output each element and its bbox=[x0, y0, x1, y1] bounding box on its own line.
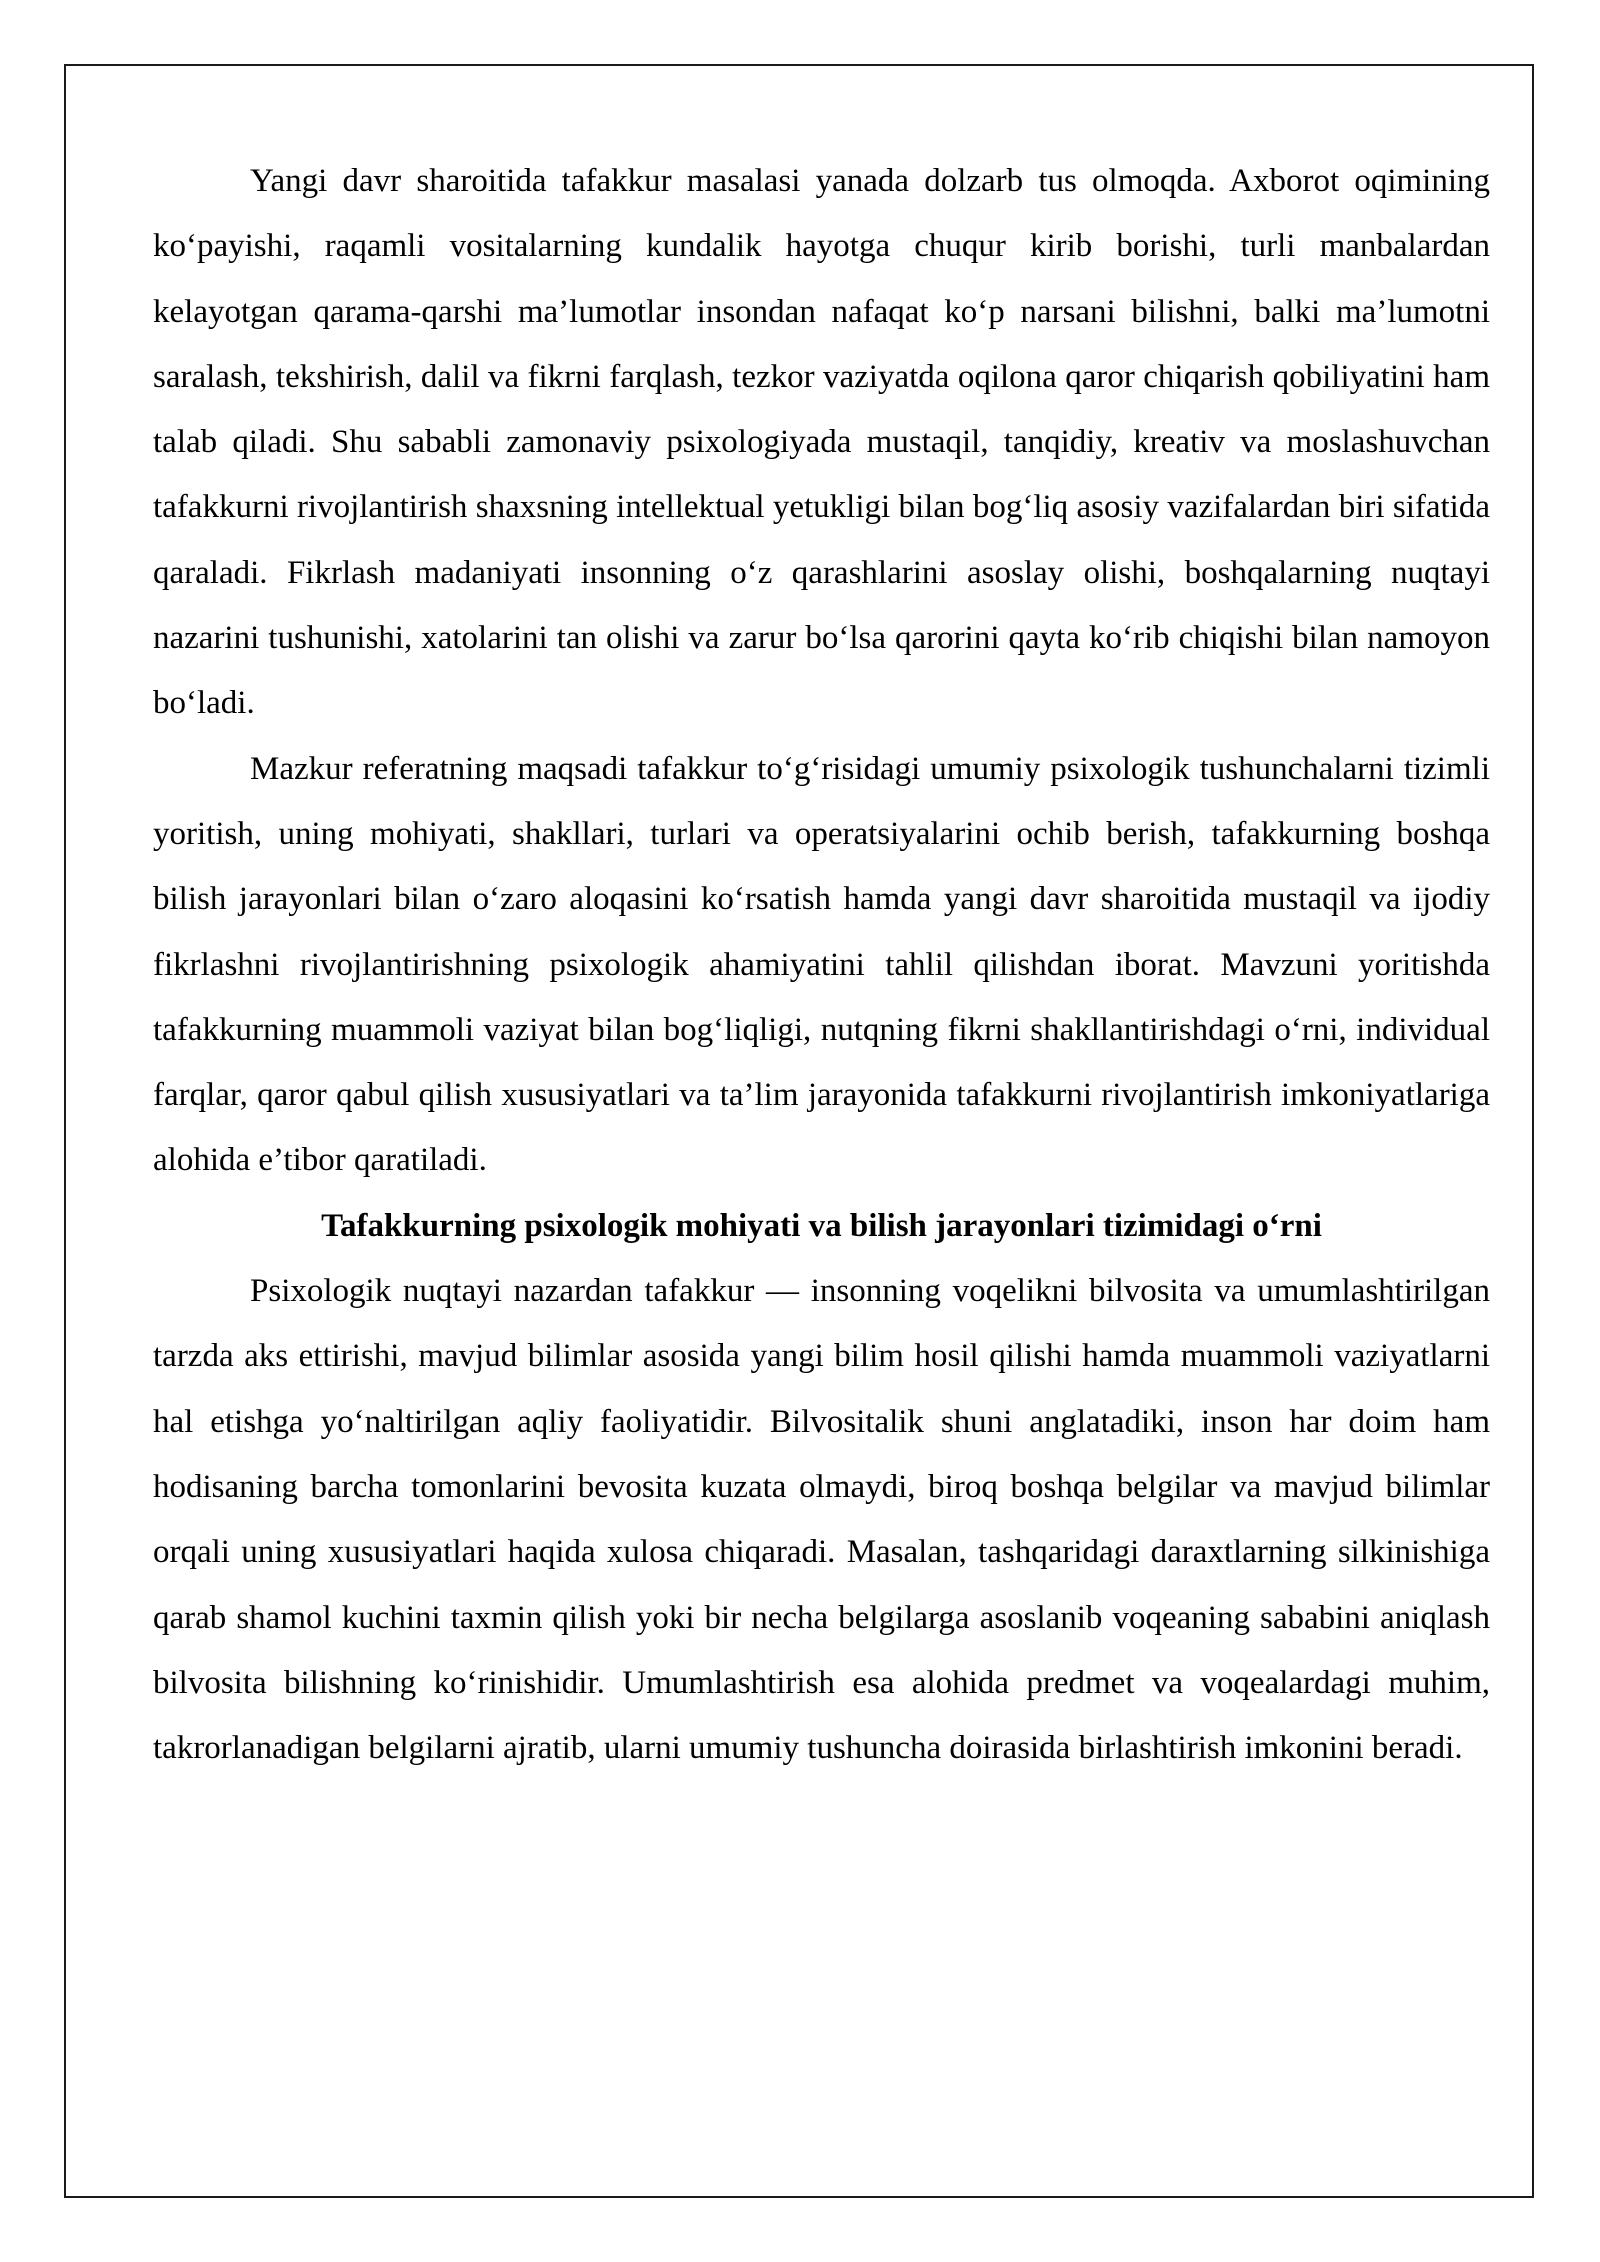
document-body bbox=[153, 149, 1490, 1781]
paragraph-definition: Psixologik nuqtayi nazardan tafakkur — insonning voqelikni bilvosita va umumlashtirilgan tarzda aks ettirishi, mavjud bilimlar asosida yangi bilim hosil qilishi hamda muammoli vaziyatlarni hal etishga yo‘naltirilgan aqliy faoliyatidir. Bilvositalik shuni anglatadiki, inson har doim ham hodisaning barcha tomonlarini bevosita kuzata olmaydi, biroq boshqa belgilar va mavjud bilimlar orqali uning xususiyatlari haqida xulosa chiqaradi. Masalan, tashqaridagi daraxtlarning silkinishiga qarab shamol kuchini taxmin qilish yoki bir necha belgilarga asoslanib voqeaning sababini aniqlash bilvosita bilishning ko‘rinishidir. Umumlashtirish esa alohida predmet va voqealardagi muhim, takrorlanadigan belgilarni ajratib, ularni umumiy tushuncha doirasida birlashtirish imkonini beradi. bbox=[153, 1273, 1490, 1767]
paragraph-intro: Yangi davr sharoitida tafakkur masalasi yanada dolzarb tus olmoqda. Axborot oqimining ko‘payishi, raqamli vositalarning kundalik hayotga chuqur kirib borishi, turli manbalardan kelayotgan qarama-qarshi ma’lumotlar insondan nafaqat ko‘p narsani bilishni, balki ma’lumotni saralash, tekshirish, dalil va fikrni farqlash, tezkor vaziyatda oqilona qaror chiqarish qobiliyatini ham talab qiladi. Shu sababli zamonaviy psixologiyada mustaqil, tanqidiy, kreativ va moslashuvchan tafakkurni rivojlantirish shaxsning intellektual yetukligi bilan bog‘liq asosiy vazifalardan biri sifatida qaraladi. Fikrlash madaniyati insonning o‘z qarashlarini asoslay olishi, boshqalarning nuqtayi nazarini tushunishi, xatolarini tan olishi va zarur bo‘lsa qarorini qayta ko‘rib chiqishi bilan namoyon bo‘ladi. bbox=[153, 163, 1490, 722]
paragraph-purpose: Mazkur referatning maqsadi tafakkur to‘g‘risidagi umumiy psixologik tushunchalarni tizimli yoritish, uning mohiyati, shakllari, turlari va operatsiyalarini ochib berish, tafakkurning boshqa bilish jarayonlari bilan o‘zaro aloqasini ko‘rsatish hamda yangi davr sharoitida mustaqil va ijodiy fikrlashni rivojlantirishning psixologik ahamiyatini tahlil qilishdan iborat. Mavzuni yoritishda tafakkurning muammoli vaziyat bilan bog‘liqligi, nutqning fikrni shakllantirishdagi o‘rni, individual farqlar, qaror qabul qilish xususiyatlari va ta’lim jarayonida tafakkurni rivojlantirish imkoniyatlariga alohida e’tibor qaratiladi. bbox=[153, 750, 1490, 1179]
section-heading: Tafakkurning psixologik mohiyati va bilish jarayonlari tizimidagi o‘rni bbox=[321, 1207, 1322, 1244]
